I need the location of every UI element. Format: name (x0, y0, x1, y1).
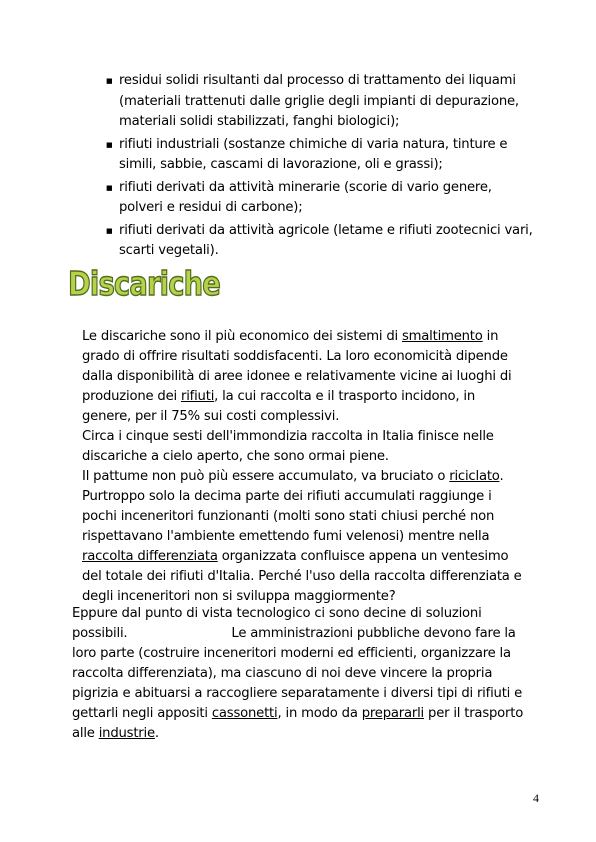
link-industrie[interactable]: industrie (98, 726, 155, 741)
link-smaltimento[interactable]: smaltimento (401, 329, 483, 344)
bullet-list (106, 71, 536, 264)
link-prepararli[interactable]: prepararli (361, 706, 425, 721)
list-item (106, 178, 536, 219)
text-run: , in modo da (277, 706, 362, 721)
text-run: . (154, 726, 159, 741)
square-bullet-icon: ■ (106, 226, 113, 235)
text-run: Le discariche sono il più economico dei sistemi di (82, 329, 402, 344)
link-raccolta-differenziata[interactable]: raccolta differenziata (82, 549, 218, 564)
square-bullet-icon: ■ (106, 183, 113, 192)
list-item-text: residui solidi risultanti dal processo di trattamento dei liquami (materiali trattenuti dalle griglie degli impianti di depurazione, materiali solidi stabilizzati, fanghi biologici); (119, 73, 519, 129)
text-run: Circa i cinque sesti dell'immondizia raccolta in Italia finisce nelle discariche a cielo aperto, che sono ormai piene. (82, 429, 494, 464)
text-run: . Purtroppo solo la decima parte dei rifiuti accumulati raggiunge i pochi inceneritori funzionanti (molti sono stati chiusi perché non rispettavano l'ambiente emettendo fumi velenosi) mentre nella (82, 469, 504, 544)
list-item (106, 71, 536, 133)
list-item (106, 135, 536, 176)
paragraph-soluzioni (72, 604, 532, 744)
text-run: in grado di offrire risultati soddisfacenti. La loro economicità dipende dalla disponibilità di aree idonee e relativamente vicine ai luoghi di produzione dei (82, 329, 512, 404)
link-riciclato[interactable]: riciclato (449, 469, 500, 484)
text-run: Le amministrazioni pubbliche devono fare la loro parte (costruire inceneritori moderni ed efficienti, organizzare la raccolta differenziata), ma ciascuno di noi deve vincere la propria pigrizia e abituarsi a raccogliere separatamente i diversi tipi di rifiuti e gettarli negli appositi (72, 626, 523, 721)
link-rifiuti[interactable]: rifiuti (180, 389, 215, 404)
list-item-text: rifiuti derivati da attività minerarie (scorie di vario genere, polveri e residui di carbone); (119, 179, 492, 215)
page-number: 4 (533, 791, 539, 805)
text-run: Il pattume non può più essere accumulato, va bruciato o (82, 469, 450, 484)
square-bullet-icon: ■ (106, 77, 113, 85)
text-run: per il trasporto alle (72, 706, 524, 741)
text-run: organizzata confluisce appena un ventesimo del totale dei rifiuti d'Italia. Perché l'uso della raccolta differenziata e degli inceneritori non si sviluppa maggiormente? (82, 549, 522, 604)
list-item (106, 221, 536, 262)
square-bullet-icon: ■ (106, 140, 113, 149)
section-heading: Discariche (68, 264, 221, 303)
link-cassonetti[interactable]: cassonetti (211, 706, 278, 721)
list-item-text: rifiuti industriali (sostanze chimiche di varia natura, tinture e simili, sabbie, cascami di lavorazione, oli e grassi); (119, 136, 508, 172)
list-item-text: rifiuti derivati da attività agricole (letame e rifiuti zootecnici vari, scarti vegetali). (119, 222, 533, 258)
text-run: , la cui raccolta e il trasporto incidono, in genere, per il 75% sui costi complessivi. (82, 389, 475, 424)
text-run: Eppure dal punto di vista tecnologico ci sono decine di soluzioni possibili. (72, 606, 482, 641)
paragraph-discariche (82, 327, 522, 607)
